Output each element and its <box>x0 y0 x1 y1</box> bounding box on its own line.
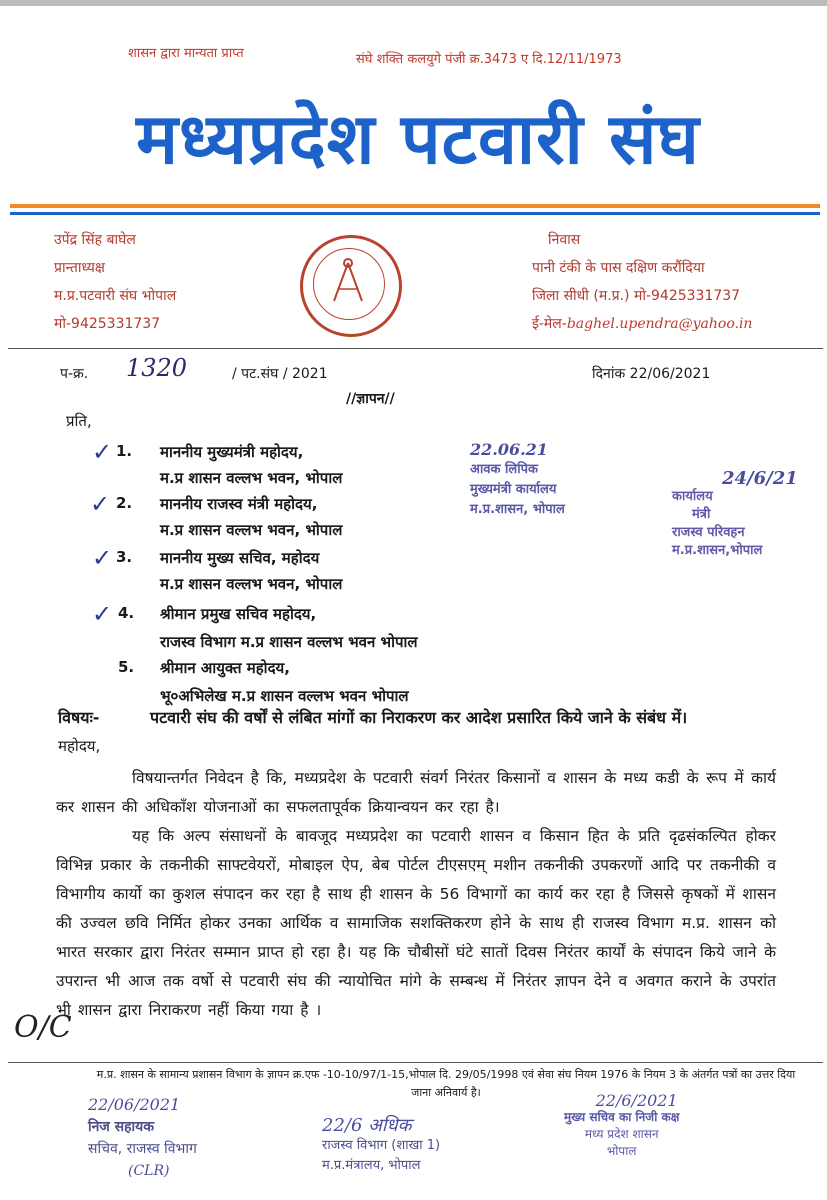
email-line <box>532 310 752 338</box>
minister-office-stamp <box>672 470 798 560</box>
residence-address: पानी टंकी के पास दक्षिण करौंदिया <box>532 260 705 276</box>
body-paragraph: यह कि अल्प संसाधनों के बावजूद मध्यप्रदेश का पटवारी शासन व किसान हित के प्रति दृढसंकल्पित होकर विभिन्न प्रकार के तकनीकी साफ्टवेयरों, मोबाइल ऐप, बेब पोर्टल टीएसएम् मशीन तकनीकी उपकरणों आदि पर तकनीकी व विभागीय कार्यो का कुशल संपादन कर रहा है साथ ही शासन के 56 विभागों का कार्य कर रहा है जिससे कृषकों में शासन की उज्वल छवि निर्मित होकर उनका आर्थिक व सामाजिक सशक्तिकरण होने के साथ ही राजस्व विभाग म.प्र. शासन को भारत सरकार द्वारा निरंतर सम्मान प्राप्त हो रहा है। यह कि चौबीसों घंटे सातों दिवस निरंतर कार्यों के संपादन किये जाने के उपरान्त भी आज तक वर्षो से पटवारी संघ की न्यायोचित मांगे के सम्बन्ध में निरंतर ज्ञापन देने व अवगत कराने के उपरांत भी शासन द्वारा निराकरण नहीं किया गया है । <box>56 827 776 1019</box>
tick-mark-icon: ✓ <box>90 490 111 518</box>
tick-mark-icon: ✓ <box>92 438 113 466</box>
reference-prefix: प-क्र. <box>60 366 89 382</box>
stamp-line: राजस्व विभाग (शाखा 1) <box>322 1138 441 1153</box>
bottom-left-stamp <box>88 1094 197 1182</box>
minister-stamp-line: राजस्व परिवहन <box>672 525 745 540</box>
recipient-title: माननीय राजस्व मंत्री महोदय, <box>160 495 318 513</box>
recipient-number: 3. <box>116 548 133 566</box>
stamp-line: 22/6/2021 <box>595 1091 678 1110</box>
recipient-number: 1. <box>116 442 133 460</box>
divider-orange <box>10 204 820 208</box>
body-paragraph: विषयान्तर्गत निवेदन है कि, मध्यप्रदेश के पटवारी संवर्ग निरंतर किसानों व शासन के मध्य कडी के रूप में कार्य कर शासन की अधिकाँश योजनाओं का सफलतापूर्वक क्रियान्वयन कर रहा है। <box>56 769 776 816</box>
sender-org: म.प्र.पटवारी संघ भोपाल <box>54 288 177 304</box>
to-label: प्रति, <box>66 412 92 430</box>
sender-phone: मो-9425331737 <box>54 316 161 332</box>
stamp-line: 22/6 अधिक <box>322 1115 412 1136</box>
recipient-number: 2. <box>116 494 133 512</box>
top-edge <box>0 0 827 6</box>
organization-name: मध्यप्रदेश पटवारी संघ <box>136 98 700 180</box>
letter-date: दिनांक 22/06/2021 <box>592 366 711 382</box>
sender-block <box>54 226 176 338</box>
tick-mark-icon: ✓ <box>92 544 113 572</box>
recipient-address: म.प्र शासन वल्लभ भवन, भोपाल <box>160 469 343 487</box>
union-seal <box>300 235 402 337</box>
stamp-line: मध्य प्रदेश शासन <box>584 1127 659 1141</box>
residence-block <box>532 226 752 338</box>
stamp-line: (CLR) <box>128 1163 170 1179</box>
cm-stamp-line: म.प्र.शासन, भोपाल <box>470 502 565 517</box>
cm-stamp-line: आवक लिपिक <box>470 462 538 477</box>
email-address: baghel.upendra@yahoo.in <box>566 316 753 332</box>
seal-emblem-icon <box>300 235 396 331</box>
email-prefix: ई-मेल- <box>532 316 567 332</box>
margin-note: O/C <box>14 1010 72 1045</box>
recipient-address: भू०अभिलेख म.प्र शासन वल्लभ भवन भोपाल <box>160 687 409 705</box>
recipient-title: श्रीमान प्रमुख सचिव महोदय, <box>160 605 317 623</box>
memorandum-heading: //ज्ञापन// <box>346 391 395 407</box>
stamp-line: निज सहायक <box>88 1119 155 1135</box>
recipient-address: म.प्र शासन वल्लभ भवन, भोपाल <box>160 575 343 593</box>
minister-stamp-line: मंत्री <box>692 507 711 522</box>
stamp-line: सचिव, राजस्व विभाग <box>88 1141 197 1157</box>
minister-stamp-line: म.प्र.शासन,भोपाल <box>672 543 763 558</box>
salutation: महोदय, <box>58 737 101 755</box>
recipient-address: राजस्व विभाग म.प्र शासन वल्लभ भवन भोपाल <box>160 633 418 651</box>
sender-designation: प्रान्ताध्यक्ष <box>54 260 105 276</box>
recipient-number: 5. <box>118 658 135 676</box>
stamp-line: म.प्र.मंत्रालय, भोपाल <box>322 1158 421 1173</box>
minister-stamp-line: कार्यालय <box>672 489 713 504</box>
cm-stamp-date: 22.06.21 <box>470 440 548 459</box>
recipient-number: 4. <box>118 604 135 622</box>
residence-label: निवास <box>548 232 581 248</box>
subject-label: विषयः- <box>58 708 100 727</box>
reference-tail: / पट.संघ / 2021 <box>232 366 328 382</box>
footer-note: म.प्र. शासन के सामान्य प्रशासन विभाग के ज्ञापन क्र.एफ -10-10/97/1-15,भोपाल दि. 29/05/1998 एवं सेवा संघ नियम 1976 के नियम 3 के अंतर्गत पत्रों का उत्तर दिया जाना अनिवार्य है। <box>96 1068 796 1099</box>
cm-stamp-line: मुख्यमंत्री कार्यालय <box>470 482 557 497</box>
footer-rule <box>8 1062 823 1063</box>
stamp-line: 22/06/2021 <box>88 1095 181 1114</box>
bottom-middle-stamp <box>322 1116 440 1176</box>
recipient-title: श्रीमान आयुक्त महोदय, <box>160 659 290 677</box>
bottom-right-stamp <box>564 1092 679 1160</box>
subject-text: पटवारी संघ की वर्षों से लंबित मांगों का निराकरण कर आदेश प्रसारित किये जाने के संबंध में। <box>150 708 688 727</box>
recipient-title: माननीय मुख्य सचिव, महोदय <box>160 549 320 567</box>
residence-district: जिला सीधी (म.प्र.) मो-9425331737 <box>532 288 741 304</box>
reference-number: 1320 <box>126 354 188 382</box>
divider-blue <box>10 212 820 215</box>
header-rule <box>8 348 823 349</box>
stamp-line: मुख्य सचिव का निजी कक्ष <box>564 1110 680 1124</box>
cm-office-stamp <box>470 440 565 520</box>
recipient-title: माननीय मुख्यमंत्री महोदय, <box>160 443 304 461</box>
registration-text: संघे शक्ति कलयुगे पंजी क्र.3473 ए दि.12/11/1973 <box>356 52 622 67</box>
sender-name: उपेंद्र सिंह बाघेल <box>54 232 136 248</box>
recognition-text: शासन द्वारा मान्यता प्राप्त <box>128 46 244 61</box>
stamp-line: भोपाल <box>606 1144 637 1158</box>
minister-stamp-date: 24/6/21 <box>722 468 798 489</box>
recipient-address: म.प्र शासन वल्लभ भवन, भोपाल <box>160 521 343 539</box>
tick-mark-icon: ✓ <box>92 600 113 628</box>
